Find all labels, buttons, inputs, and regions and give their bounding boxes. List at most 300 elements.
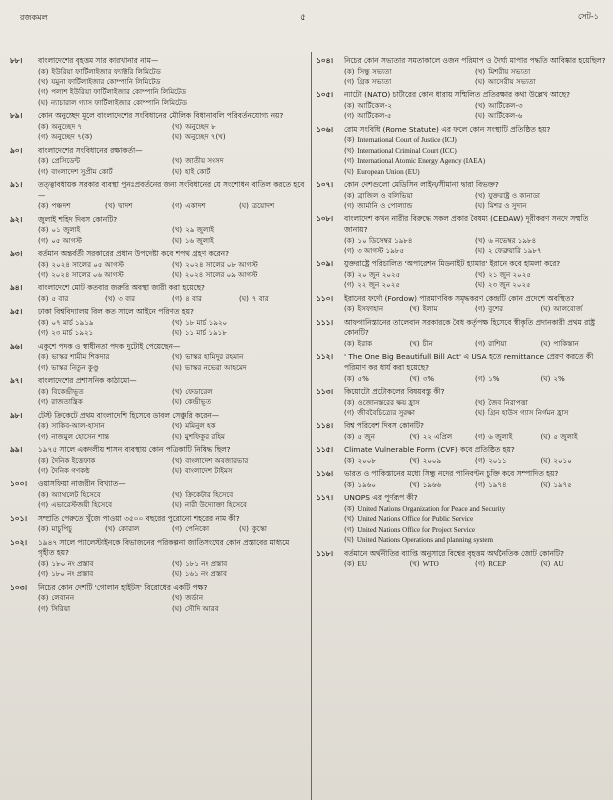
option-list <box>344 456 606 466</box>
answer-option <box>344 304 410 314</box>
option-list <box>344 270 606 291</box>
option-label: (গ) <box>344 201 355 211</box>
option-row <box>344 201 606 211</box>
option-label: (গ) <box>38 466 49 476</box>
option-list <box>38 524 306 534</box>
option-text: পঞ্চদশ <box>51 201 71 211</box>
answer-option <box>541 456 607 466</box>
option-label: (ক) <box>38 259 49 269</box>
option-label: (ঘ) <box>475 77 485 86</box>
column-divider <box>311 52 312 800</box>
answer-option <box>38 167 172 177</box>
question-text: রোম সংবিধি (Rome Statute) এর ফলে কোন সংস্থাটি প্রতিষ্ঠিত হয়? <box>344 124 551 134</box>
option-label: (ক) <box>344 66 355 76</box>
option-row <box>344 111 606 121</box>
option-row <box>344 156 606 166</box>
option-text: ভাস্কর হামিদুর রহমান <box>185 352 244 362</box>
option-label: (গ) <box>38 603 49 613</box>
option-list <box>344 339 606 349</box>
answer-option <box>410 559 476 569</box>
option-label: (ঘ) <box>540 480 551 490</box>
answer-option <box>38 328 172 338</box>
option-text: ১৮ মার্চ ১৯২০ <box>185 318 228 328</box>
question-text: ওয়াসফিয়া নাজরীন বিখ্যাত— <box>38 479 126 489</box>
option-label: (ক) <box>344 504 355 514</box>
option-label: (গ) <box>344 408 355 418</box>
option-label: (ক) <box>344 135 355 145</box>
option-row <box>38 363 306 373</box>
option-row <box>344 304 606 314</box>
option-text: ভাস্কর শামীম শিকদার <box>51 352 110 362</box>
option-list <box>344 480 606 490</box>
option-text: ২০০৮ <box>357 456 376 466</box>
option-list <box>38 456 306 477</box>
question-number: ১১০। <box>316 293 334 303</box>
option-label: (ঘ) <box>239 201 249 211</box>
question-text: নিচের কোন সভ্যতার সমতাকালে ওজন পরিমাপ ও দৈর্ঘ্য মাপার পদ্ধতি আবিষ্কার হয়েছিল? <box>344 56 606 65</box>
option-text: ১৯৭৫ <box>553 480 572 490</box>
question-line <box>10 445 306 456</box>
option-label: (খ) <box>475 235 486 245</box>
question-text: সম্প্রতি পেরুতে খুঁজে পাওয়া ৩৫০০ বছরের পুরোনো শহরের নাম কী? <box>38 513 240 523</box>
option-text: কুস্কো <box>251 524 267 534</box>
option-row <box>38 87 306 97</box>
answer-option <box>410 456 476 466</box>
question-item <box>10 180 306 212</box>
option-text: সিন্ধু সভ্যতা <box>357 66 392 76</box>
option-row <box>38 490 306 500</box>
question-text: ভারত ও পাকিস্তানের মধ্যে সিন্ধু নদের পানিবণ্টন চুক্তি কবে সম্পাদিত হয়? <box>344 469 559 479</box>
option-row <box>38 225 306 235</box>
question-text: বর্তমানে অর্থনীতির ব্যাপ্তি অনুসারে বিশ্বের বৃহত্তম অর্থনৈতিক জোট কোনটি? <box>344 548 564 558</box>
option-row <box>344 432 606 442</box>
option-label: (গ) <box>38 270 49 280</box>
option-label: (খ) <box>172 559 183 569</box>
question-text: আফগানিস্তানের তালেবান সরকারকে বৈধ কর্তৃপক্ষ হিসেবে স্বীকৃতি প্রদানকারী প্রথম রাষ্ট্র কোনটি? <box>344 317 595 338</box>
answer-option <box>172 328 306 338</box>
option-label: (গ) <box>38 569 49 579</box>
option-list <box>344 504 606 546</box>
answer-option <box>410 432 476 442</box>
option-label: (খ) <box>409 456 420 466</box>
option-label: (ঘ) <box>344 166 354 176</box>
option-list <box>344 101 606 122</box>
question-number: ৯২। <box>10 214 23 224</box>
answer-option <box>105 524 172 534</box>
option-list <box>344 559 606 569</box>
option-row <box>344 146 606 156</box>
option-text: আর্টিকেল-৫ <box>357 111 392 121</box>
question-item <box>316 387 606 418</box>
answer-option <box>172 559 306 569</box>
option-label: (ঘ) <box>38 97 48 107</box>
right-column <box>316 56 606 573</box>
answer-option <box>344 111 475 121</box>
option-text: European Union (EU) <box>356 167 420 176</box>
option-text: ১৮১ নং প্রস্তাব <box>185 559 228 569</box>
answer-option <box>38 156 172 166</box>
question-item <box>10 376 306 407</box>
option-text: ৫ জুন <box>357 432 375 442</box>
option-list <box>38 122 306 143</box>
option-row <box>344 525 606 535</box>
option-text: United Nations Organization for Peace and Security <box>357 505 506 514</box>
answer-option <box>410 480 476 490</box>
answer-option <box>38 421 172 431</box>
question-number: ৯৭। <box>10 376 23 386</box>
option-label: (গ) <box>344 77 355 86</box>
option-row <box>38 294 306 304</box>
question-text: যুক্তরাষ্ট্রে পরিচালিত 'অপারেশন মিডনাইট হ্যামার' ইরানে কবে হামলা করে? <box>344 259 561 269</box>
option-label: (ক) <box>38 294 49 304</box>
option-text: ২২ এপ্রিল <box>422 432 453 442</box>
option-text: ৫ জুলাই <box>553 432 578 442</box>
option-text: লেবানন <box>51 593 75 603</box>
option-label: (ঘ) <box>344 535 354 545</box>
question-number: ১১৪। <box>316 421 334 431</box>
answer-option <box>541 432 607 442</box>
question-line <box>316 352 606 373</box>
answer-option <box>344 339 410 349</box>
question-item <box>316 318 606 350</box>
option-list <box>344 398 606 419</box>
option-text: ২২ জুন ২০২৫ <box>357 280 400 290</box>
option-label: (ক) <box>38 421 49 431</box>
answer-option <box>475 432 541 442</box>
option-text: মমিনুল হক <box>185 421 216 431</box>
option-label: (গ) <box>344 111 355 121</box>
option-text: ২০২৪ সালের ০৯ আগস্ট <box>184 270 258 280</box>
option-row <box>38 167 306 177</box>
option-row <box>38 569 306 579</box>
option-text: জীববৈচিত্র্যের সুরক্ষা <box>357 408 415 418</box>
option-row <box>38 67 306 77</box>
option-text: বাংলাদেশ সুপ্রীম কোর্ট <box>51 166 113 176</box>
question-number: ১০৩। <box>10 582 28 592</box>
option-text: আর্টিকেল-৬ <box>487 111 523 121</box>
option-text: WTO <box>422 560 439 569</box>
option-label: (গ) <box>475 373 486 383</box>
option-list <box>344 432 606 442</box>
question-line <box>316 294 606 305</box>
option-text: ২০২৪ সালের ০৬ আগস্ট <box>51 270 124 280</box>
option-text: অনুচ্ছেদ ৭ <box>51 121 83 131</box>
question-line <box>316 387 606 398</box>
answer-option <box>344 67 475 77</box>
question-number: ৯৪। <box>10 283 23 293</box>
option-text: গ্রিন হাউস গ্যাস নির্গমন হ্রাস <box>487 408 569 418</box>
option-text: ৩ বার <box>118 294 135 304</box>
option-text: ২ ফেব্রুয়ারি ১৯৮৭ <box>487 246 542 256</box>
option-text: RCEP <box>488 560 506 569</box>
option-label: (ঘ) <box>475 201 485 211</box>
answer-option <box>38 593 172 603</box>
option-label: (ঘ) <box>172 431 182 441</box>
question-line <box>316 56 606 67</box>
option-label: (খ) <box>172 490 183 500</box>
option-label: (ঘ) <box>172 466 182 476</box>
option-text: আর্টিকেল-৩ <box>488 101 523 110</box>
option-row <box>344 535 606 545</box>
option-text: ২০ জুন ২০২৫ <box>357 270 401 280</box>
question-text: বাংলাদেশ কখন নারীর বিরুদ্ধে সকল প্রকার বৈষম্য (CEDAW) দূরীকরণ সনদে সম্মতি জানায়? <box>344 214 589 235</box>
option-row <box>344 504 606 514</box>
question-line <box>10 411 306 422</box>
option-row <box>38 156 306 166</box>
answer-option <box>475 67 606 77</box>
option-text: United Nations Office for Public Service <box>357 515 474 524</box>
option-row <box>344 246 606 256</box>
option-text: সৌদি আরব <box>184 603 219 613</box>
option-text: ২১ জুন ২০২৫ <box>488 270 531 280</box>
option-text: জৈব নিরাপত্তা <box>488 397 528 407</box>
option-label: (খ) <box>475 190 486 200</box>
answer-option <box>38 466 172 476</box>
question-text: কোন দেশগুলো মেডিসিন লাইন/সীমানা দ্বারা বিভক্ত? <box>344 180 499 190</box>
option-row <box>38 524 306 534</box>
question-item <box>10 146 306 177</box>
option-list <box>344 191 606 212</box>
option-row <box>38 421 306 431</box>
option-label: (ঘ) <box>172 362 182 372</box>
option-text: ১% <box>488 373 500 383</box>
option-list <box>344 304 606 314</box>
option-row <box>344 236 606 246</box>
answer-option <box>541 339 607 349</box>
question-number: ১০০। <box>10 479 28 489</box>
answer-option <box>172 225 306 235</box>
question-number: ১০৪। <box>316 56 334 65</box>
question-number: ১০৮। <box>316 214 334 224</box>
question-text: Climate Vulnerable Form (CVF) কবে প্রতিষ্ঠিত হয়? <box>344 445 515 455</box>
option-label: (গ) <box>38 166 49 176</box>
option-text: অনুচ্ছেদ ৭(খ) <box>184 132 226 142</box>
option-list <box>38 559 306 580</box>
question-item <box>10 249 306 280</box>
option-label: (গ) <box>344 246 355 256</box>
answer-option <box>344 167 606 177</box>
question-line <box>10 307 306 318</box>
option-text: সিরিয়া <box>51 603 71 613</box>
option-label: (খ) <box>172 421 183 431</box>
answer-option <box>172 156 306 166</box>
question-line <box>316 125 606 136</box>
option-text: ২৩ জুন ২০২৫ <box>487 280 531 290</box>
left-column <box>10 56 306 617</box>
option-text: সাকিব-আল-হাসান <box>51 421 105 431</box>
answer-option <box>38 490 172 500</box>
question-number: ৮৯। <box>10 111 23 121</box>
answer-option <box>541 374 607 384</box>
option-text: ৩ আগস্ট ১৯৮৫ <box>357 246 405 256</box>
question-number: ৯৫। <box>10 307 23 317</box>
option-text: International Atomic Energy Agency (IAEA) <box>357 157 486 166</box>
answer-option <box>38 98 306 108</box>
question-number: ৯৬। <box>10 341 23 351</box>
option-text: ইউরিয়া ফার্টিলাইজার ফ্যাক্টরি লিমিটেড <box>51 66 161 76</box>
option-row <box>344 67 606 77</box>
answer-option <box>172 132 306 142</box>
question-line <box>316 549 606 560</box>
answer-option <box>475 559 541 569</box>
option-label: (ক) <box>344 456 355 466</box>
question-item <box>10 307 306 338</box>
option-list <box>38 387 306 408</box>
answer-option <box>172 270 306 280</box>
answer-option <box>475 111 606 121</box>
option-list <box>38 201 306 211</box>
option-label: (গ) <box>475 480 486 490</box>
question-line <box>10 180 306 201</box>
option-text: নারী উদ্যোক্তা হিসেবে <box>184 500 247 510</box>
question-number: ৯১। <box>10 180 23 190</box>
option-label: (খ) <box>409 373 420 383</box>
option-label: (ক) <box>344 397 355 407</box>
answer-option <box>38 270 172 280</box>
option-label: (গ) <box>38 397 49 407</box>
option-label: (ঘ) <box>540 304 551 314</box>
question-number: ১১৭। <box>316 493 334 503</box>
option-list <box>344 67 606 88</box>
question-line <box>316 318 606 339</box>
answer-option <box>344 246 475 256</box>
option-label: (ক) <box>38 524 49 534</box>
option-label: (গ) <box>475 304 486 314</box>
question-text: তত্ত্বাবধায়ক সরকার ব্যবস্থা পুনঃপ্রবর্তনের জন্য সংবিধানের যে সংশোধন বাতিল করতে হবে— <box>38 180 305 200</box>
question-line <box>10 249 306 260</box>
option-text: নাজমুল হোসেন শান্ত <box>51 431 110 441</box>
answer-option <box>38 87 306 97</box>
question-text: UNOPS এর পূর্ণরূপ কী? <box>344 493 418 503</box>
answer-option <box>172 294 239 304</box>
option-row <box>344 280 606 290</box>
question-text: বাংলাদেশে মোট কতবার জরুরি অবস্থা জারী করা হয়েছে? <box>38 283 205 293</box>
question-item <box>316 421 606 442</box>
question-line <box>10 376 306 387</box>
option-text: ফেডারেল <box>185 386 213 396</box>
option-text: ২০২৪ সালের ০৮ আগস্ট <box>185 259 258 269</box>
option-text: ১৯৬৬ <box>422 480 442 490</box>
question-item <box>316 445 606 466</box>
question-text: ঢাকা বিশ্ববিদ্যালয় বিল কত সালে আইনে পরিণত হয়? <box>38 307 194 317</box>
option-list <box>38 294 306 304</box>
option-row <box>344 374 606 384</box>
question-number: ১১৫। <box>316 445 334 455</box>
question-item <box>316 56 606 87</box>
option-text: রাশিয়া <box>488 339 507 349</box>
option-label: (খ) <box>172 386 183 396</box>
question-text: জুলাই শহিদ দিবস কোনটি? <box>38 214 118 224</box>
option-label: (ঘ) <box>540 432 551 442</box>
answer-option <box>475 191 606 201</box>
answer-option <box>105 201 172 211</box>
option-text: অনুচ্ছেদ ৮ <box>185 121 216 131</box>
option-row <box>38 122 306 132</box>
answer-option <box>172 569 306 579</box>
answer-option <box>344 270 475 280</box>
option-list <box>344 374 606 384</box>
option-label: (ক) <box>344 101 355 110</box>
option-row <box>38 432 306 442</box>
option-label: (ক) <box>38 386 49 396</box>
option-text: এভারেস্টজয়ী হিসেবে <box>51 500 113 510</box>
option-label: (গ) <box>38 328 49 338</box>
option-row <box>38 132 306 142</box>
option-label: (ক) <box>38 593 49 603</box>
answer-option <box>344 559 410 569</box>
option-text: ওজোনস্তরের ক্ষয় হ্রাস <box>357 397 420 407</box>
answer-option <box>38 201 105 211</box>
question-number: ১১৬। <box>316 469 334 479</box>
option-text: বাংলাদেশ অবজারভার <box>185 455 249 465</box>
option-label: (ঘ) <box>172 569 182 579</box>
option-text: ০৫ আগস্ট <box>51 235 83 245</box>
answer-option <box>172 397 306 407</box>
answer-option <box>38 77 306 87</box>
option-text: EU <box>357 560 367 569</box>
question-line <box>10 342 306 353</box>
option-row <box>344 398 606 408</box>
question-item <box>10 514 306 535</box>
option-label: (খ) <box>105 201 116 211</box>
question-item <box>316 469 606 490</box>
question-number: ১১২। <box>316 352 334 362</box>
answer-option <box>38 569 172 579</box>
question-line <box>316 259 606 270</box>
answer-option <box>38 432 172 442</box>
question-item <box>10 411 306 442</box>
answer-option <box>344 146 606 156</box>
answer-option <box>38 294 105 304</box>
option-text: ৬ জুলাই <box>488 432 513 442</box>
answer-option <box>38 122 172 132</box>
option-text: AU <box>553 560 564 569</box>
answer-option <box>344 280 475 290</box>
option-label: (ক) <box>38 352 49 362</box>
option-text: হাই কোর্ট <box>184 166 211 176</box>
option-text: গ্রিক সভ্যতা <box>357 77 392 86</box>
option-label: (ঘ) <box>239 294 249 304</box>
answer-option <box>344 101 475 111</box>
answer-option <box>38 236 172 246</box>
option-text: ২৩ মার্চ ১৯২১ <box>51 328 94 338</box>
option-label: (খ) <box>172 455 183 465</box>
question-line <box>10 479 306 490</box>
answer-option <box>172 490 306 500</box>
option-row <box>38 387 306 397</box>
option-text: ১৯৬০ <box>357 480 376 490</box>
option-text: পেনিকো <box>185 524 210 534</box>
answer-option <box>172 201 239 211</box>
answer-option <box>344 77 475 87</box>
question-number: ১০৯। <box>316 259 334 269</box>
option-text: ১০ ডিসেম্বর ১৯৮৪ <box>357 235 413 245</box>
question-line <box>10 538 306 559</box>
option-label: (ঘ) <box>172 235 182 245</box>
answer-option <box>344 504 606 514</box>
option-text: ৪ বার <box>185 294 202 304</box>
question-text: ১৯৭৫ সালে একদলীয় শাসন ব্যবস্থায় কোন পত্রিকাটি নিষিদ্ধ ছিল? <box>38 445 231 455</box>
answer-option <box>38 604 172 614</box>
option-label: (ক) <box>38 66 49 76</box>
option-text: ক্রিকেটার হিসেবে <box>185 490 234 500</box>
option-label: (ক) <box>38 455 49 465</box>
option-text: ৫% <box>357 373 369 383</box>
question-text: কিয়োটো প্রটোকলের বিষয়বস্তু কী? <box>344 387 445 397</box>
option-row <box>38 318 306 328</box>
option-label: (খ) <box>105 294 116 304</box>
option-text: প্রেসিডেন্ট <box>51 156 81 166</box>
